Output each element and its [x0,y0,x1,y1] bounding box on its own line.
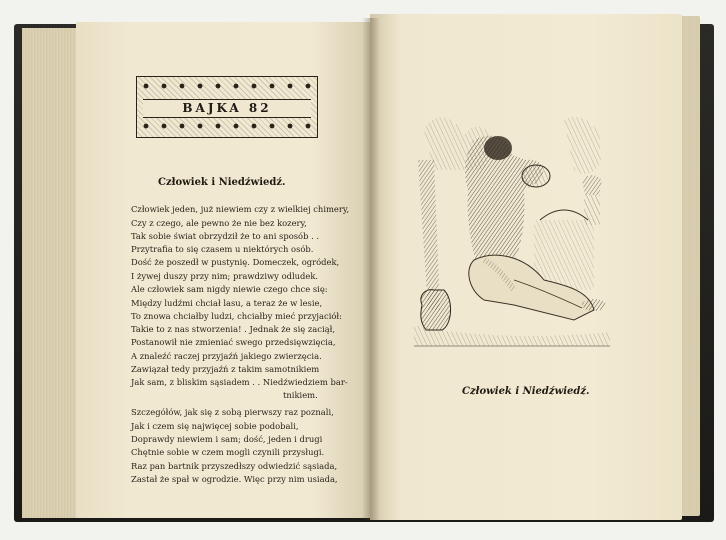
poem-line: Jak i czem się najwięcej sobie podobali, [131,421,299,431]
poem-line: To znowa chciałby ludzi, chciałby mieć przyjaciół: [131,311,342,321]
poem-line: Dość że poszedł w pustynię. Domeczek, ogródek, [131,257,340,267]
poem-line: Takie to z nas stworzenia! . Jednak że się zaciął, [131,324,336,334]
poem-line: Zawiązał tedy przyjaźń z takim samotnikiem [131,364,320,374]
ornamental-header [136,76,318,138]
illustration-caption: Człowiek i Niedźwiedź. [462,386,590,397]
poem-line: Czy z czego, ale pewno że nie bez kozery, [131,218,307,228]
poem-line: Raz pan bartnik przyszedłszy odwiedzić sąsiada, [131,461,338,471]
poem-line: Jak sam, z bliskim sąsiadem . . Niedźwiedziem bar- [131,377,348,387]
poem-line: Tak sobie świat obrzydził że to ani sposób . . [131,231,320,241]
poem-line: Chętnie sobie w czem mogli czynili przysługi. [131,447,325,457]
jug [421,290,451,330]
poem-line: tnikiem. [283,390,318,400]
poem-line: Zastał że spał w ogrodzie. Więc przy nim usiada, [131,474,338,484]
poem-line: Między ludźmi chciał lasu, a teraz że w lesie, [131,298,323,308]
engraving-illustration [414,110,610,356]
poem-line: Ale człowiek sam nigdy niewie czego chce się: [131,284,328,294]
tree-right [564,117,601,174]
book-gutter [362,18,380,520]
tree-trunk [418,160,440,310]
page-edges-right [680,16,700,516]
poem-line: Postanowił nie zmieniać swego przedsięwzięcia, [131,337,336,347]
fable-label: BAJKA 82 [143,99,311,118]
poem-line: Doprawdy niewiem i sam; dość, jeden i drugi [131,434,323,444]
poem-title: Człowiek i Niedźwiedź. [158,177,286,188]
poem-line: Człowiek jeden, już niewiem czy z wielkiej chimery, [131,204,350,214]
poem-line: I żywej duszy przy nim; prawdziwy odludek. [131,271,319,281]
poem-line: Szczegółów, jak się z sobą pierwszy raz poznali, [131,407,334,417]
poem-line: A znaleźć raczej przyjaźń jakiego zwierzęcia. [131,351,322,361]
poem-line: Przytrafia to się czasem u niektórych osób. [131,244,314,254]
page-edges-left [22,28,82,518]
